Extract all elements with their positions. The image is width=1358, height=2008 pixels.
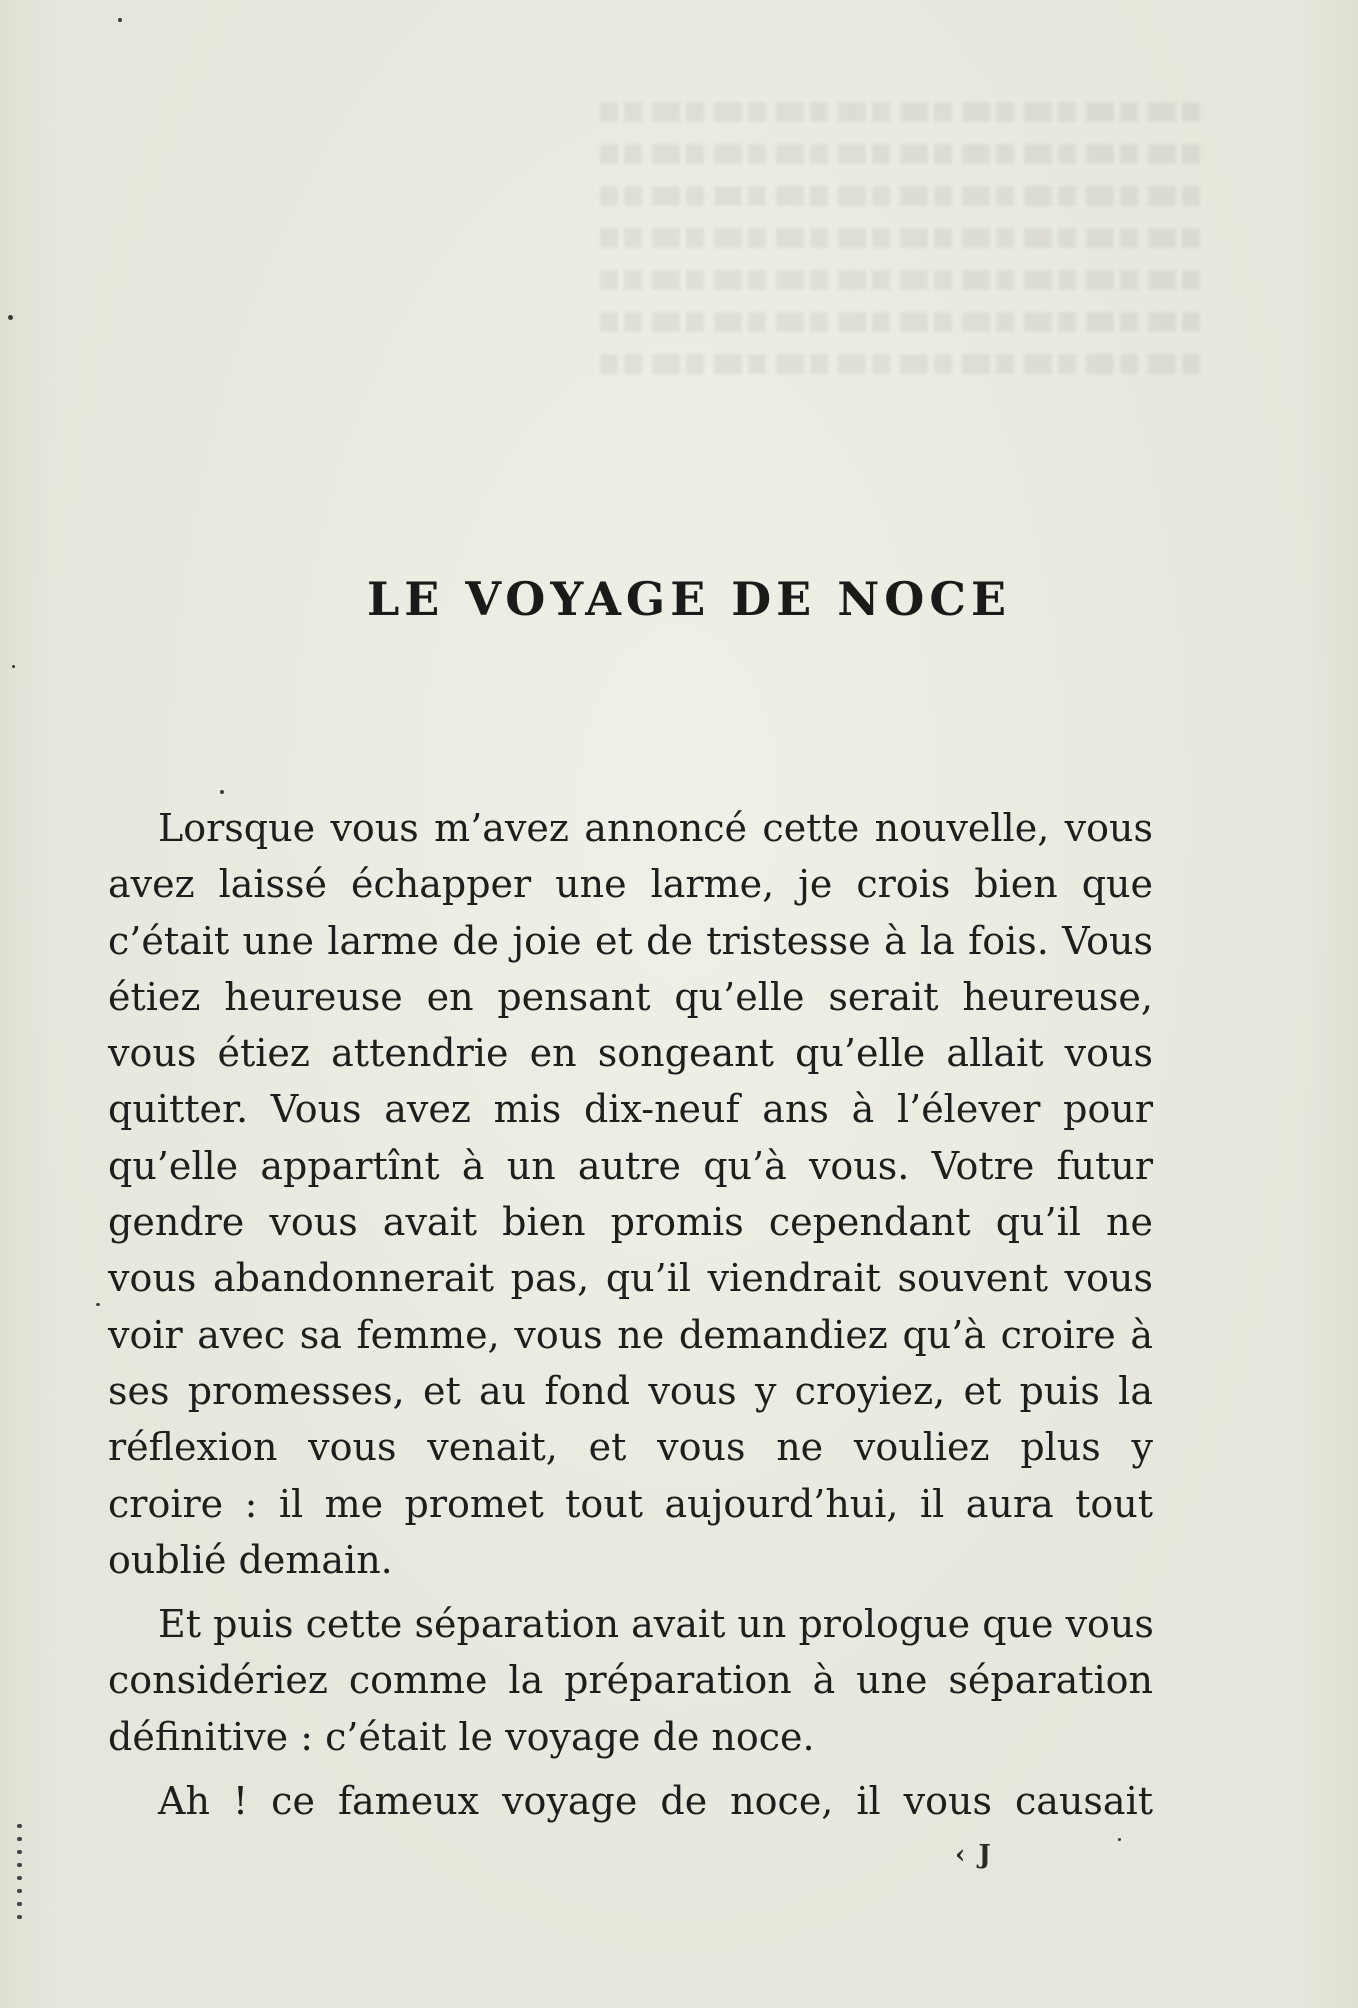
show-through-text — [600, 80, 1200, 580]
text-line: qu’elle appartînt à un autre qu’à vous. Votre futur — [108, 1143, 1153, 1188]
paper-speck — [8, 315, 13, 320]
text-line: considériez comme la préparation à une séparation — [108, 1658, 1153, 1703]
text-line: voir avec sa femme, vous ne demandiez qu’à croire à — [108, 1312, 1153, 1357]
signature-mark: ‹ J — [955, 1840, 993, 1870]
text-line: ses promesses, et au fond vous y croyiez, et puis la — [108, 1368, 1153, 1413]
chapter-title: LE VOYAGE DE NOCE — [366, 572, 1012, 626]
text-line: Ah ! ce fameux voyage de noce, il vous causait — [158, 1779, 1153, 1824]
text-line: vous abandonnerait pas, qu’il viendrait souvent vous — [108, 1256, 1153, 1301]
paragraph-1 — [108, 800, 1153, 1588]
paper-speck — [118, 18, 122, 22]
paragraph-2 — [108, 1596, 1153, 1765]
text-line: réflexion vous venait, et vous ne vouliez plus y — [108, 1425, 1153, 1470]
paper-speck — [220, 790, 224, 794]
body-text — [108, 800, 1153, 1829]
text-line: gendre vous avait bien promis cependant qu’il ne — [108, 1200, 1153, 1245]
page-edge-marks — [14, 1815, 28, 1965]
paper-speck — [1118, 1838, 1121, 1841]
text-line: Et puis cette séparation avait un prologue que vous — [158, 1602, 1154, 1647]
text-line: quitter. Vous avez mis dix-neuf ans à l’élever pour — [108, 1087, 1153, 1132]
paper-speck — [12, 665, 15, 668]
text-line: vous étiez attendrie en songeant qu’elle allait vous — [108, 1031, 1153, 1076]
text-line: oublié demain. — [108, 1537, 393, 1582]
text-line: avez laissé échapper une larme, je crois bien que — [108, 862, 1153, 907]
text-line: c’était une larme de joie et de tristesse à la fois. Vous — [108, 918, 1153, 963]
paper-speck — [96, 1303, 100, 1306]
text-line: définitive : c’était le voyage de noce. — [108, 1714, 815, 1759]
text-line: croire : il me promet tout aujourd’hui, il aura tout — [108, 1481, 1153, 1526]
text-line: étiez heureuse en pensant qu’elle serait heureuse, — [108, 974, 1153, 1019]
text-line: Lorsque vous m’avez annoncé cette nouvelle, vous — [158, 806, 1153, 850]
paragraph-3 — [108, 1773, 1153, 1829]
